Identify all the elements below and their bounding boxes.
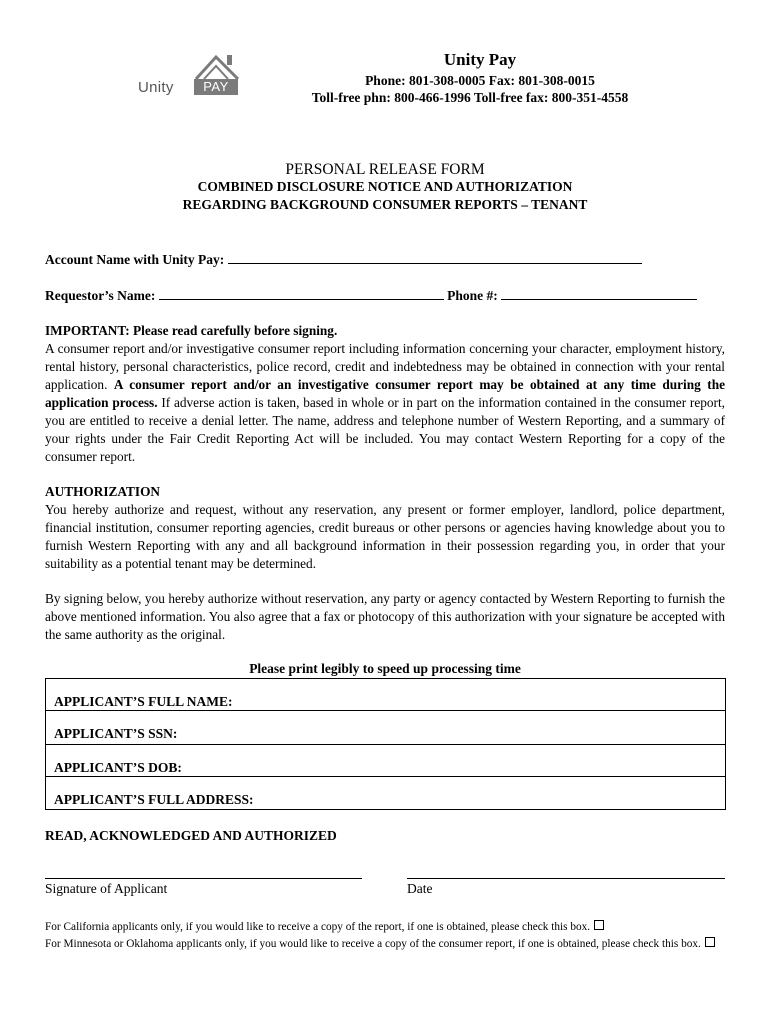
authorization-consent-paragraph: By signing below, you hereby authorize without reservation, any party or agency contacted by Western Reporting to furnish the above mentioned information. You also agree that a fax or photocopy of this authorization with your signature be accepted with the same authority as the original. xyxy=(45,591,725,642)
account-name-field xyxy=(45,251,642,268)
requestor-name-label: Requestor’s Name: xyxy=(45,288,156,303)
signature-line[interactable] xyxy=(45,878,362,879)
acknowledgement-heading: READ, ACKNOWLEDGED AND AUTHORIZED xyxy=(45,828,337,843)
applicant-dob-row[interactable] xyxy=(46,745,725,777)
unity-pay-logo xyxy=(138,53,242,97)
applicant-address-row[interactable] xyxy=(46,777,725,809)
applicant-address-label: APPLICANT’S FULL ADDRESS: xyxy=(54,792,254,807)
authorization-heading: AUTHORIZATION xyxy=(45,484,161,499)
company-name: Unity Pay xyxy=(443,50,517,69)
applicant-info-table xyxy=(45,678,726,810)
tollfree-line: Toll-free phn: 800-466-1996 Toll-free fax: 800-351-4558 xyxy=(311,90,629,105)
important-text-1: A consumer report and/or investigative consumer report including information concerning your character, employment history, rental history, personal characteristics, police record, credit and indebtedness may be obtained in connection with your rental application. xyxy=(45,341,725,392)
logo-text-pay: PAY xyxy=(194,79,238,95)
important-bold-text: A consumer report and/or an investigative consumer report may be obtained at any time during the application process. xyxy=(45,377,725,410)
print-note: Please print legibly to speed up processing time xyxy=(249,661,521,676)
form-title: PERSONAL RELEASE FORM xyxy=(285,161,485,178)
house-roof-icon xyxy=(194,53,240,81)
account-name-label: Account Name with Unity Pay: xyxy=(45,252,225,267)
date-label: Date xyxy=(407,881,433,896)
authorization-section xyxy=(45,483,725,573)
applicant-full-name-row[interactable] xyxy=(46,679,725,711)
authorization-text: You hereby authorize and request, without any reservation, any present or former employer, landlord, police department, financial institution, consumer reporting agencies, credit bureaus or other persons or agencies having knowledge about you to furnish Western Reporting with any and all background information in their possession regarding you, in order that your suitability as a potential tenant may be determined. xyxy=(45,502,725,571)
important-heading: IMPORTANT: Please read carefully before signing. xyxy=(45,323,338,338)
logo-text-unity: Unity xyxy=(138,79,174,96)
minnesota-note-text: For Minnesota or Oklahoma applicants only, if you would like to receive a copy of the consumer report, if one is obtained, please check this box. xyxy=(45,938,701,950)
phone-line: Phone: 801-308-0005 Fax: 801-308-0015 xyxy=(365,73,595,88)
form-subtitle-2: REGARDING BACKGROUND CONSUMER REPORTS – TENANT xyxy=(182,197,588,212)
requestor-field xyxy=(45,287,697,304)
applicant-ssn-row[interactable] xyxy=(46,711,725,745)
form-subtitle-1: COMBINED DISCLOSURE NOTICE AND AUTHORIZATION xyxy=(197,179,573,194)
phone-input-line[interactable] xyxy=(501,287,697,300)
phone-label: Phone #: xyxy=(447,288,498,303)
account-name-input-line[interactable] xyxy=(228,251,642,264)
applicant-ssn-label: APPLICANT’S SSN: xyxy=(54,726,178,741)
applicant-full-name-label: APPLICANT’S FULL NAME: xyxy=(54,694,233,709)
minnesota-checkbox[interactable] xyxy=(705,937,715,947)
date-line[interactable] xyxy=(407,878,725,879)
minnesota-oklahoma-note xyxy=(45,934,725,954)
applicant-dob-label: APPLICANT’S DOB: xyxy=(54,760,182,775)
california-checkbox[interactable] xyxy=(594,920,604,930)
important-text-2: If adverse action is taken, based in whole or in part on the information contained in the consumer report, you are entitled to receive a denial letter. The name, address and telephone number of Western Reporting, and a summary of your rights under the Fair Credit Reporting Act will be included. You may contact Western Reporting for a copy of the consumer report. xyxy=(45,395,725,464)
california-note-text: For California applicants only, if you would like to receive a copy of the report, if one is obtained, please check this box. xyxy=(45,921,591,933)
important-section xyxy=(45,322,725,466)
signature-label: Signature of Applicant xyxy=(45,881,168,896)
requestor-name-input-line[interactable] xyxy=(159,287,444,300)
